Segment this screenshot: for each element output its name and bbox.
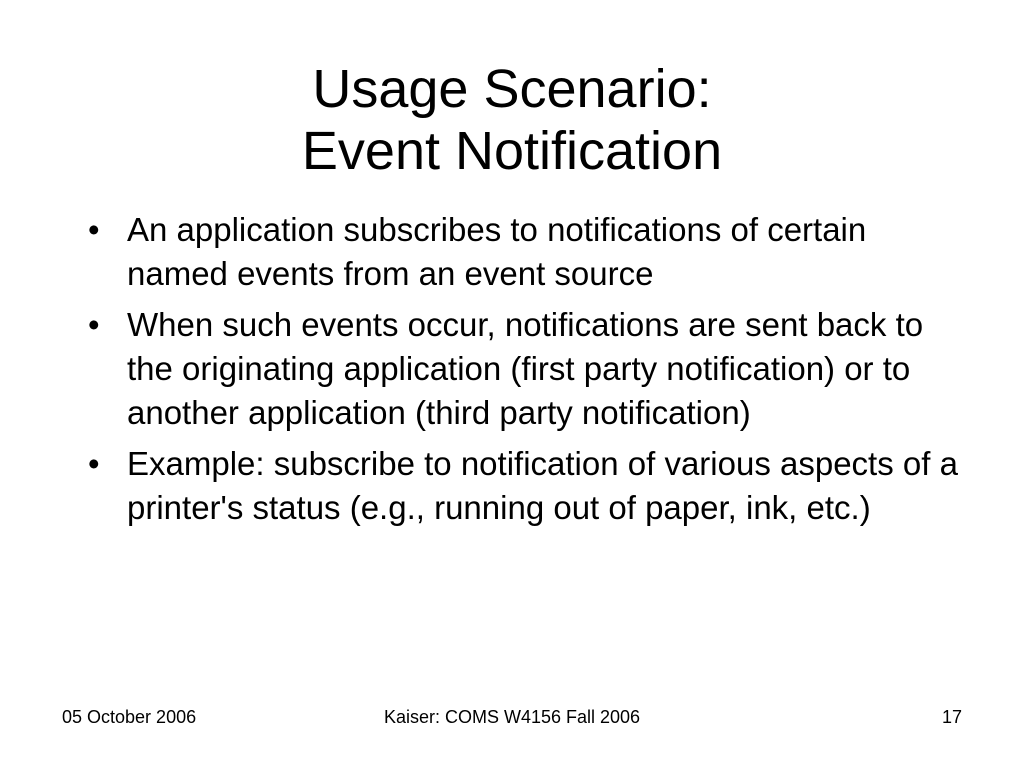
slide-title-line-1: Usage Scenario: <box>312 59 712 120</box>
footer-date: 05 October 2006 <box>62 707 197 727</box>
footer-page-number: 17 <box>941 707 962 727</box>
slide-title-line-2: Event Notification <box>301 121 723 182</box>
bullet-item-2 <box>88 303 968 435</box>
bullet-item-1 <box>88 208 968 296</box>
bullet-marker: • <box>88 445 100 482</box>
bullet-marker: • <box>88 306 100 343</box>
bullet-item-3 <box>88 442 968 530</box>
slide-title <box>0 58 1024 182</box>
bullet-text-3: Example: subscribe to notification of various aspects of a printer's status (e.g., running out of paper, ink, etc.) <box>127 445 958 526</box>
bullet-text-2: When such events occur, notifications are sent back to the originating application (first party notification) or to another application (third party notification) <box>127 306 924 431</box>
bullet-text-1: An application subscribes to notifications of certain named events from an event source <box>127 211 867 292</box>
bullet-marker: • <box>88 211 100 248</box>
footer-course: Kaiser: COMS W4156 Fall 2006 <box>383 707 641 727</box>
bullet-list <box>88 208 968 537</box>
